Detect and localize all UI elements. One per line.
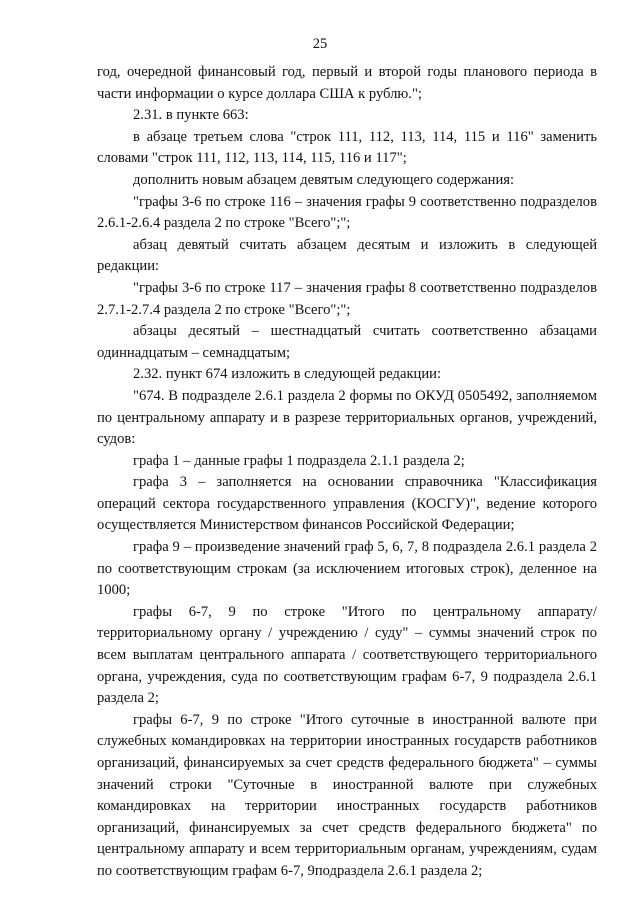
paragraph: графы 6-7, 9 по строке "Итого суточные в иностранной валюте при служебных командировках на территории иностранных государств работников организаций, финансируемых за счет средств федерального бюджета" – суммы значений строки "Суточные в иностранной валюте при служебных командировках на территории иностранных государств работников организаций, финансируемых за счет средств федерального бюджета" по центральному аппарату и всем территориальным органам, учреждениям, судам по соответствующим графам 6-7, 9подраздела 2.6.1 раздела 2; [97, 711, 597, 879]
paragraph: в абзаце третьем слова "строк 111, 112, 113, 114, 115 и 116" заменить словами "строк 111, 112, 113, 114, 115, 116 и 117"; [97, 128, 597, 167]
page-number: 25 [312, 36, 328, 52]
paragraph: "674. В подразделе 2.6.1 раздела 2 формы по ОКУД 0505492, заполняемом по центральному аппарату и в разрезе территориальных органов, учреждений, судов: [97, 387, 597, 448]
paragraph: "графы 3-6 по строке 117 – значения графы 8 соответственно подразделов 2.7.1-2.7.4 раздела 2 по строке "Всего";"; [97, 279, 597, 318]
paragraph: 2.31. в пункте 663: [133, 107, 249, 124]
paragraph: графа 3 – заполняется на основании справочника "Классификация операций сектора государственного управления (КОСГУ)", ведение которого осуществляется Министерством финансов Российской Федерации; [97, 474, 597, 534]
paragraph: абзацы десятый – шестнадцатый считать соответственно абзацами одиннадцатым – семнадцатым; [97, 323, 597, 361]
paragraph: графа 1 – данные графы 1 подраздела 2.1.1 раздела 2; [133, 452, 465, 469]
paragraph: графы 6-7, 9 по строке "Итого по центральному аппарату/ территориальному органу / учреждению / суду" – суммы значений строк по всем выплатам центрального аппарата / соответствующего территориального органа, учреждения, суда по соответствующим графам 6-7, 9 подраздела 2.6.1 раздела 2; [97, 603, 597, 707]
paragraph: год, очередной финансовый год, первый и второй годы планового периода в части информации о курсе доллара США к рублю."; [97, 64, 597, 102]
paragraph: абзац девятый считать абзацем десятым и изложить в следующей редакции: [97, 236, 597, 275]
paragraph: графа 9 – произведение значений граф 5, 6, 7, 8 подраздела 2.6.1 раздела 2 по соответствующим строкам (за исключением итоговых строк), деленное на 1000; [97, 539, 597, 599]
paragraph: "графы 3-6 по строке 116 – значения графы 9 соответственно подразделов 2.6.1-2.6.4 раздела 2 по строке "Всего";"; [97, 193, 597, 232]
paragraph: дополнить новым абзацем девятым следующего содержания: [133, 171, 515, 188]
paragraph: 2.32. пункт 674 изложить в следующей редакции: [133, 366, 442, 383]
document-body [97, 62, 597, 883]
